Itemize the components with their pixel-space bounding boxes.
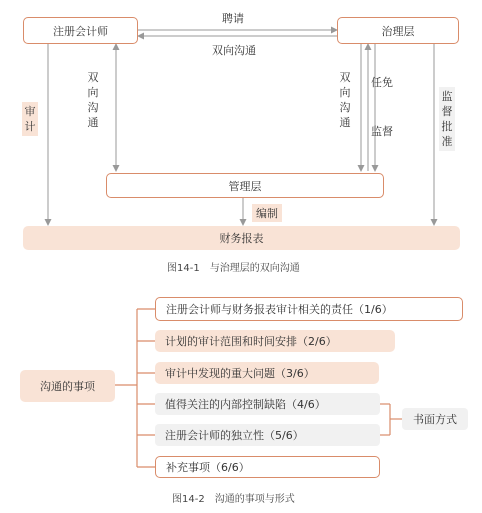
topic-item-1-label: 注册会计师与财务报表审计相关的责任（1/6） [166,303,393,316]
topic-item-2 [155,330,395,352]
topic-item-3 [155,362,379,384]
topics-root-label: 沟通的事项 [40,380,95,393]
topic-item-5 [155,424,380,446]
figure-14-1-caption: 图14-1 与治理层的双向沟通 [167,263,300,274]
two-way-right-label: 双向沟通 [339,71,351,129]
two-way-left-label: 双向沟通 [87,71,99,129]
figure-14-2-caption: 图14-2 沟通的事项与形式 [172,494,295,505]
topics-root-box [20,370,115,402]
written-form-box [402,408,468,430]
management-label: 管理层 [228,179,262,193]
topic-item-4-label: 值得关注的内部控制缺陷（4/6） [165,398,326,411]
topic-item-2-label: 计划的审计范围和时间安排（2/6） [165,335,337,348]
statements-box [23,226,460,250]
governance-box [337,17,459,44]
management-box [106,173,384,198]
cpa-label: 注册会计师 [53,24,108,38]
prepare-label: 编制 [252,204,282,222]
governance-label: 治理层 [381,24,415,38]
topic-item-4 [155,393,380,415]
appoint-label: 任免 [371,76,393,89]
statements-label: 财务报表 [219,232,264,245]
cpa-box [23,17,138,44]
oversee-label: 监督批准 [439,87,455,151]
topic-item-3-label: 审计中发现的重大问题（3/6） [165,367,315,380]
audit-label: 审计 [22,102,38,136]
topic-item-6-label: 补充事项（6/6） [166,461,250,474]
engage-label: 聘请 [222,12,244,25]
written-form-label: 书面方式 [413,413,457,426]
supervise-label: 监督 [371,125,393,138]
topic-item-5-label: 注册会计师的独立性（5/6） [165,429,304,442]
topic-item-6 [155,456,380,478]
topic-item-1 [155,297,463,321]
two-way-top-label: 双向沟通 [212,44,256,57]
